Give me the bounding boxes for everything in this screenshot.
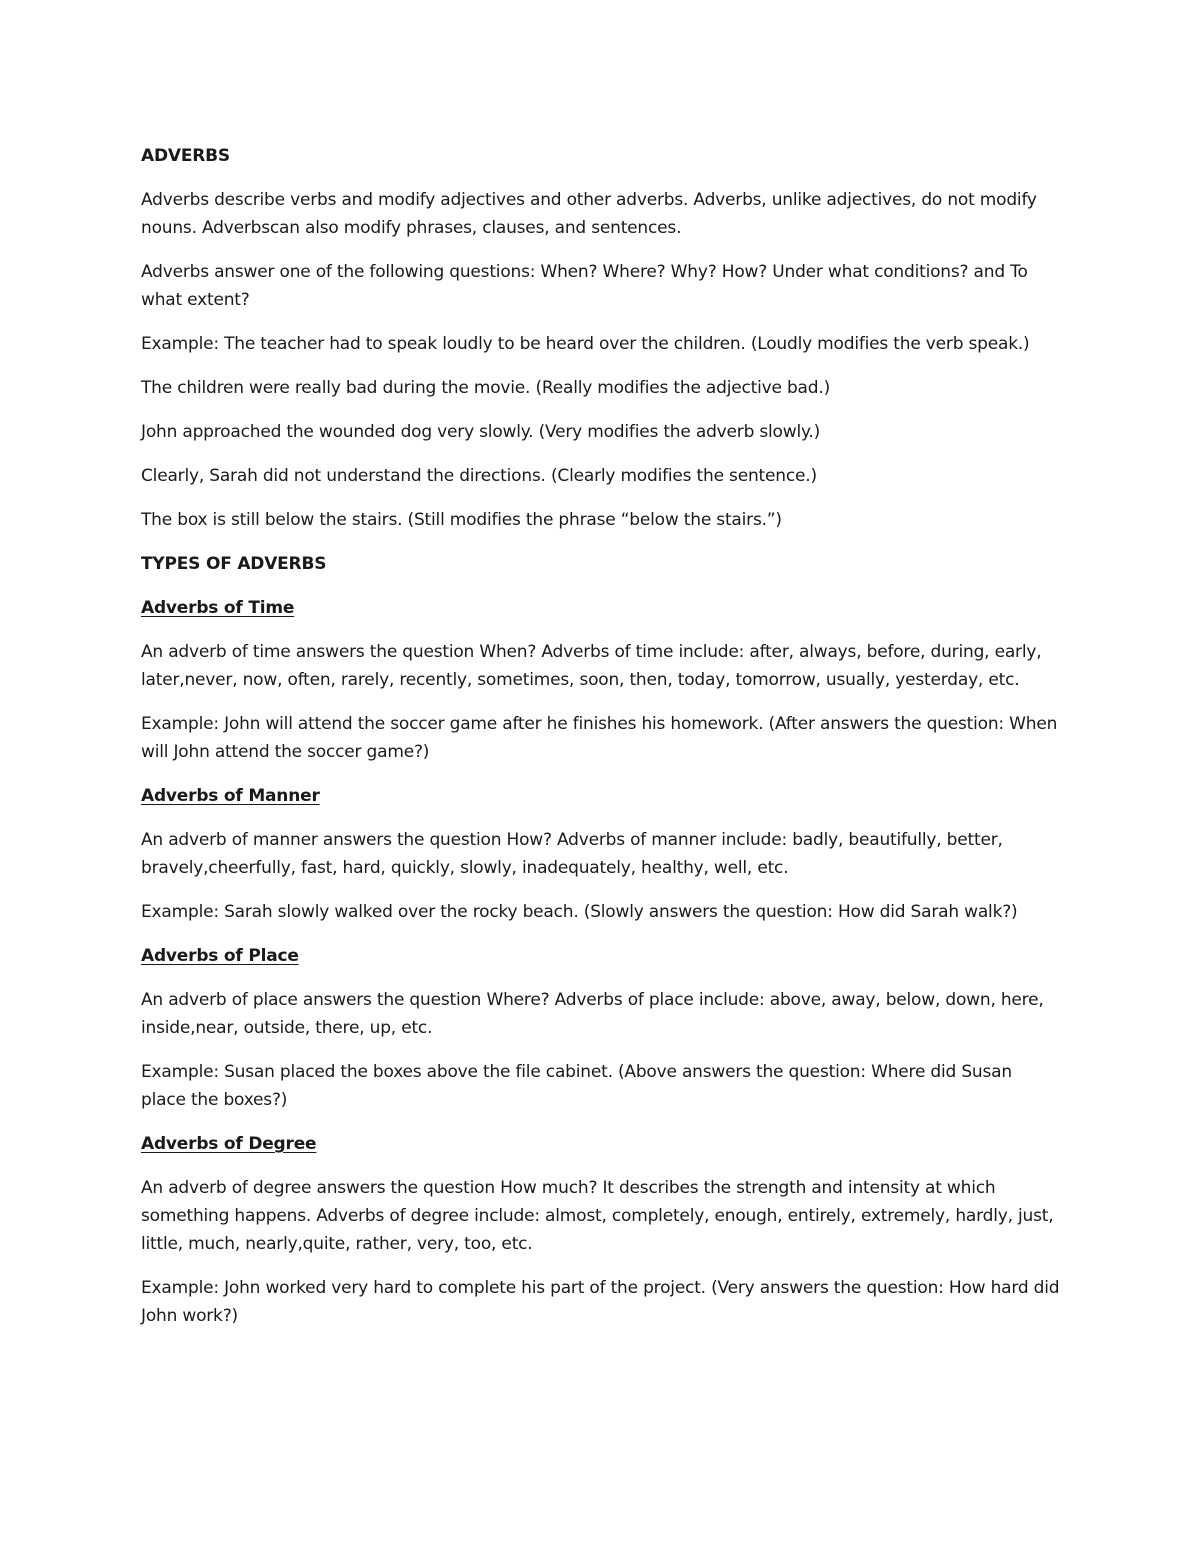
paragraph-example-adjective: The children were really bad during the movie. (Really modifies the adjective bad.) bbox=[141, 378, 830, 398]
section-description-degree: An adverb of degree answers the question How much? It describes the strength and intensity at which something happens. Adverbs of degree include: almost, completely, enough, entirely, extremely, hardly, just, little, much, nearly,quite, rather, very, too, etc. bbox=[141, 1178, 1054, 1254]
paragraph-example-verb: Example: The teacher had to speak loudly to be heard over the children. (Loudly modifies the verb speak.) bbox=[141, 334, 1030, 354]
section-heading-degree: Adverbs of Degree bbox=[141, 1134, 317, 1154]
paragraph-example-phrase: The box is still below the stairs. (Still modifies the phrase “below the stairs.”) bbox=[141, 510, 782, 530]
section-example-degree: Example: John worked very hard to complete his part of the project. (Very answers the question: How hard did John work?) bbox=[141, 1278, 1060, 1326]
section-description-manner: An adverb of manner answers the question How? Adverbs of manner include: badly, beautifully, better, bravely,cheerfully, fast, hard, quickly, slowly, inadequately, healthy, well, etc. bbox=[141, 830, 1003, 878]
paragraph-definition: Adverbs describe verbs and modify adjectives and other adverbs. Adverbs, unlike adjectives, do not modify nouns. Adverbscan also modify phrases, clauses, and sentences. bbox=[141, 190, 1037, 238]
paragraph-questions: Adverbs answer one of the following questions: When? Where? Why? How? Under what conditions? and To what extent? bbox=[141, 262, 1028, 310]
document-title: ADVERBS bbox=[141, 146, 230, 166]
paragraph-example-sentence: Clearly, Sarah did not understand the directions. (Clearly modifies the sentence.) bbox=[141, 466, 817, 486]
document-body bbox=[141, 142, 1061, 1346]
section-example-manner: Example: Sarah slowly walked over the rocky beach. (Slowly answers the question: How did Sarah walk?) bbox=[141, 902, 1018, 922]
section-description-time: An adverb of time answers the question When? Adverbs of time include: after, always, before, during, early, later,never, now, often, rarely, recently, sometimes, soon, then, today, tomorrow, usually, yesterday, etc. bbox=[141, 642, 1042, 690]
section-description-place: An adverb of place answers the question Where? Adverbs of place include: above, away, below, down, here, inside,near, outside, there, up, etc. bbox=[141, 990, 1044, 1038]
section-heading-time: Adverbs of Time bbox=[141, 598, 295, 618]
types-heading: TYPES OF ADVERBS bbox=[141, 554, 327, 574]
paragraph-example-adverb: John approached the wounded dog very slowly. (Very modifies the adverb slowly.) bbox=[141, 422, 821, 442]
section-heading-manner: Adverbs of Manner bbox=[141, 786, 320, 806]
section-example-place: Example: Susan placed the boxes above the file cabinet. (Above answers the question: Where did Susan place the boxes?) bbox=[141, 1062, 1012, 1110]
section-heading-place: Adverbs of Place bbox=[141, 946, 299, 966]
section-example-time: Example: John will attend the soccer game after he finishes his homework. (After answers the question: When will John attend the soccer game?) bbox=[141, 714, 1058, 762]
